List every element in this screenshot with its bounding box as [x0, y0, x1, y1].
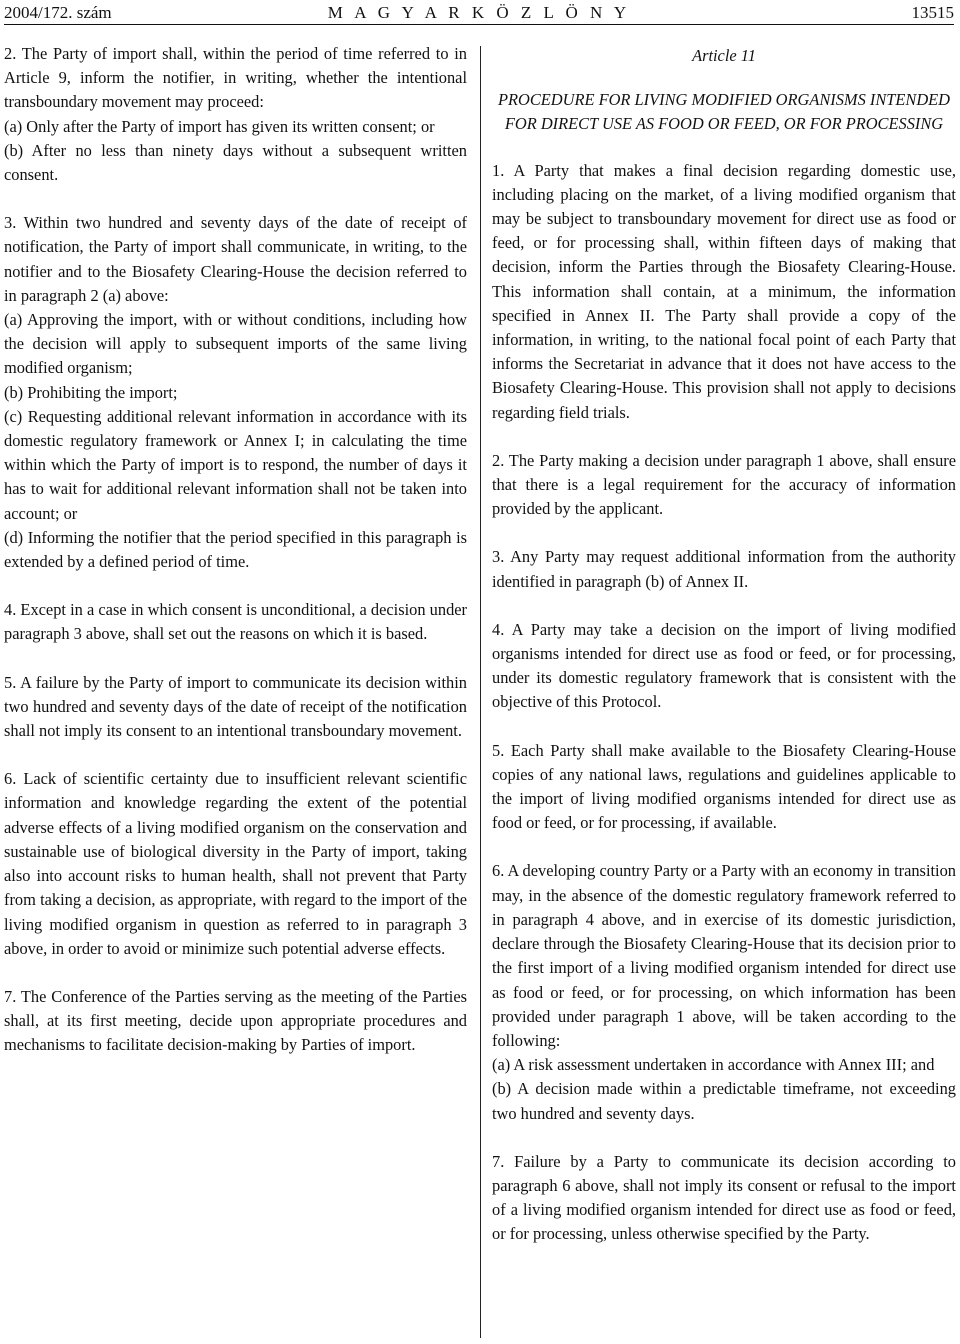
paragraph-7: 7. The Conference of the Parties serving as the meeting of the Parties shall, at its first meeting, decide upon appropriate procedures and mechanisms to facilitate decision-making by Parties of import.: [4, 986, 467, 1055]
issue-number: 2004/172. szám: [4, 3, 112, 22]
article-paragraph-6-intro: 6. A developing country Party or a Party with an economy in transition may, in the absence of the domestic regulatory framework referred to in paragraph 4 above, and in exercise of its domestic jurisdiction, declare through the Biosafety Clearing-House that its decision prior to the first import of a living modified organism intended for direct use as food or feed, or for processing, on which information has been provided under paragraph 1 above, will be taken according to the following:: [492, 861, 956, 1050]
column-divider: [480, 46, 481, 1338]
article-paragraph-4: 4. A Party may take a decision on the import of living modified organisms intended for direct use as food or feed, or for processing, under its domestic regulatory framework that is consistent with the objective of this Protocol.: [492, 619, 956, 712]
article-title: Article 11: [692, 46, 756, 65]
paragraph-5: 5. A failure by the Party of import to communicate its decision within two hundred and seventy days of the date of receipt of the notification shall not imply its consent to an intentional transboundary movement.: [4, 672, 467, 741]
paragraph-4: 4. Except in a case in which consent is unconditional, a decision under paragraph 3 above, shall set out the reasons on which it is based.: [4, 600, 467, 644]
paragraph-3-a: (a) Approving the import, with or without conditions, including how the decision will apply to subsequent imports of the same living modified organism;: [4, 310, 467, 378]
article-paragraph-6-b: (b) A decision made within a predictable timeframe, not exceeding two hundred and seventy days.: [492, 1079, 956, 1123]
right-column: [492, 42, 956, 1247]
article-paragraph-7: 7. Failure by a Party to communicate its decision according to paragraph 6 above, shall not imply its consent or refusal to the import of a living modified organism intended for direct use as food or feed, or for processing, unless otherwise specified by the Party.: [492, 1151, 956, 1244]
article-paragraph-1: 1. A Party that makes a final decision regarding domestic use, including placing on the market, of a living modified organism that may be subject to transboundary movement for direct use as food or feed, or for processing shall, within fifteen days of making that decision, inform the Parties through the Biosafety Clearing-House. This information shall contain, at a minimum, the information specified in Annex II. The Party shall provide a copy of the information, in writing, to the national focal point of each Party that informs the Secretariat in advance that it does not have access to the Biosafety Clearing-House. This provision shall not apply to decisions regarding field trials.: [492, 160, 956, 422]
paragraph-3-b: (b) Prohibiting the import;: [4, 382, 178, 402]
paragraph-2-a: (a) Only after the Party of import has given its written consent; or: [4, 116, 435, 136]
article-paragraph-3: 3. Any Party may request additional information from the authority identified in paragraph (b) of Annex II.: [492, 547, 956, 591]
journal-title: M A G Y A R K Ö Z L Ö N Y: [327, 3, 631, 22]
paragraph-3-d: (d) Informing the notifier that the period specified in this paragraph is extended by a defined period of time.: [4, 527, 467, 572]
paragraph-3-intro: 3. Within two hundred and seventy days of the date of receipt of notification, the Party of import shall communicate, in writing, to the notifier and to the Biosafety Clearing-House the decision referred to in paragraph 2 (a) above:: [4, 213, 467, 305]
page-number: 13515: [911, 3, 954, 22]
page-header: [4, 2, 954, 25]
article-paragraph-5: 5. Each Party shall make available to the Biosafety Clearing-House copies of any national laws, regulations and guidelines applicable to the import of living modified organisms intended for direct use as food or feed, or for processing, if available.: [492, 740, 956, 833]
article-paragraph-2: 2. The Party making a decision under paragraph 1 above, shall ensure that there is a legal requirement for the accuracy of information provided by the applicant.: [492, 450, 956, 519]
article-subtitle: PROCEDURE FOR LIVING MODIFIED ORGANISMS INTENDED FOR DIRECT USE AS FOOD OR FEED, OR FOR PROCESSING: [497, 90, 951, 134]
paragraph-2-b: (b) After no less than ninety days without a subsequent written consent.: [4, 140, 467, 185]
left-column: [4, 42, 467, 1058]
paragraph-3-c: (c) Requesting additional relevant information in accordance with its domestic regulatory framework or Annex I; in calculating the time within which the Party of import is to respond, the number of days it has to wait for additional relevant information shall not be taken into account; or: [4, 406, 467, 523]
paragraph-6: 6. Lack of scientific certainty due to insufficient relevant scientific information and knowledge regarding the extent of the potential adverse effects of a living modified organism on the conservation and sustainable use of biological diversity in the Party of import, taking also into account risks to human health, shall not prevent that Party from taking a decision, as appropriate, with regard to the import of the living modified organism in question as referred to in paragraph 3 above, in order to avoid or minimize such potential adverse effects.: [4, 769, 467, 958]
article-paragraph-6-a: (a) A risk assessment undertaken in accordance with Annex III; and: [492, 1055, 935, 1075]
paragraph-2-intro: 2. The Party of import shall, within the period of time referred to in Article 9, inform the notifier, in writing, whether the intentional transboundary movement may proceed:: [4, 44, 467, 112]
